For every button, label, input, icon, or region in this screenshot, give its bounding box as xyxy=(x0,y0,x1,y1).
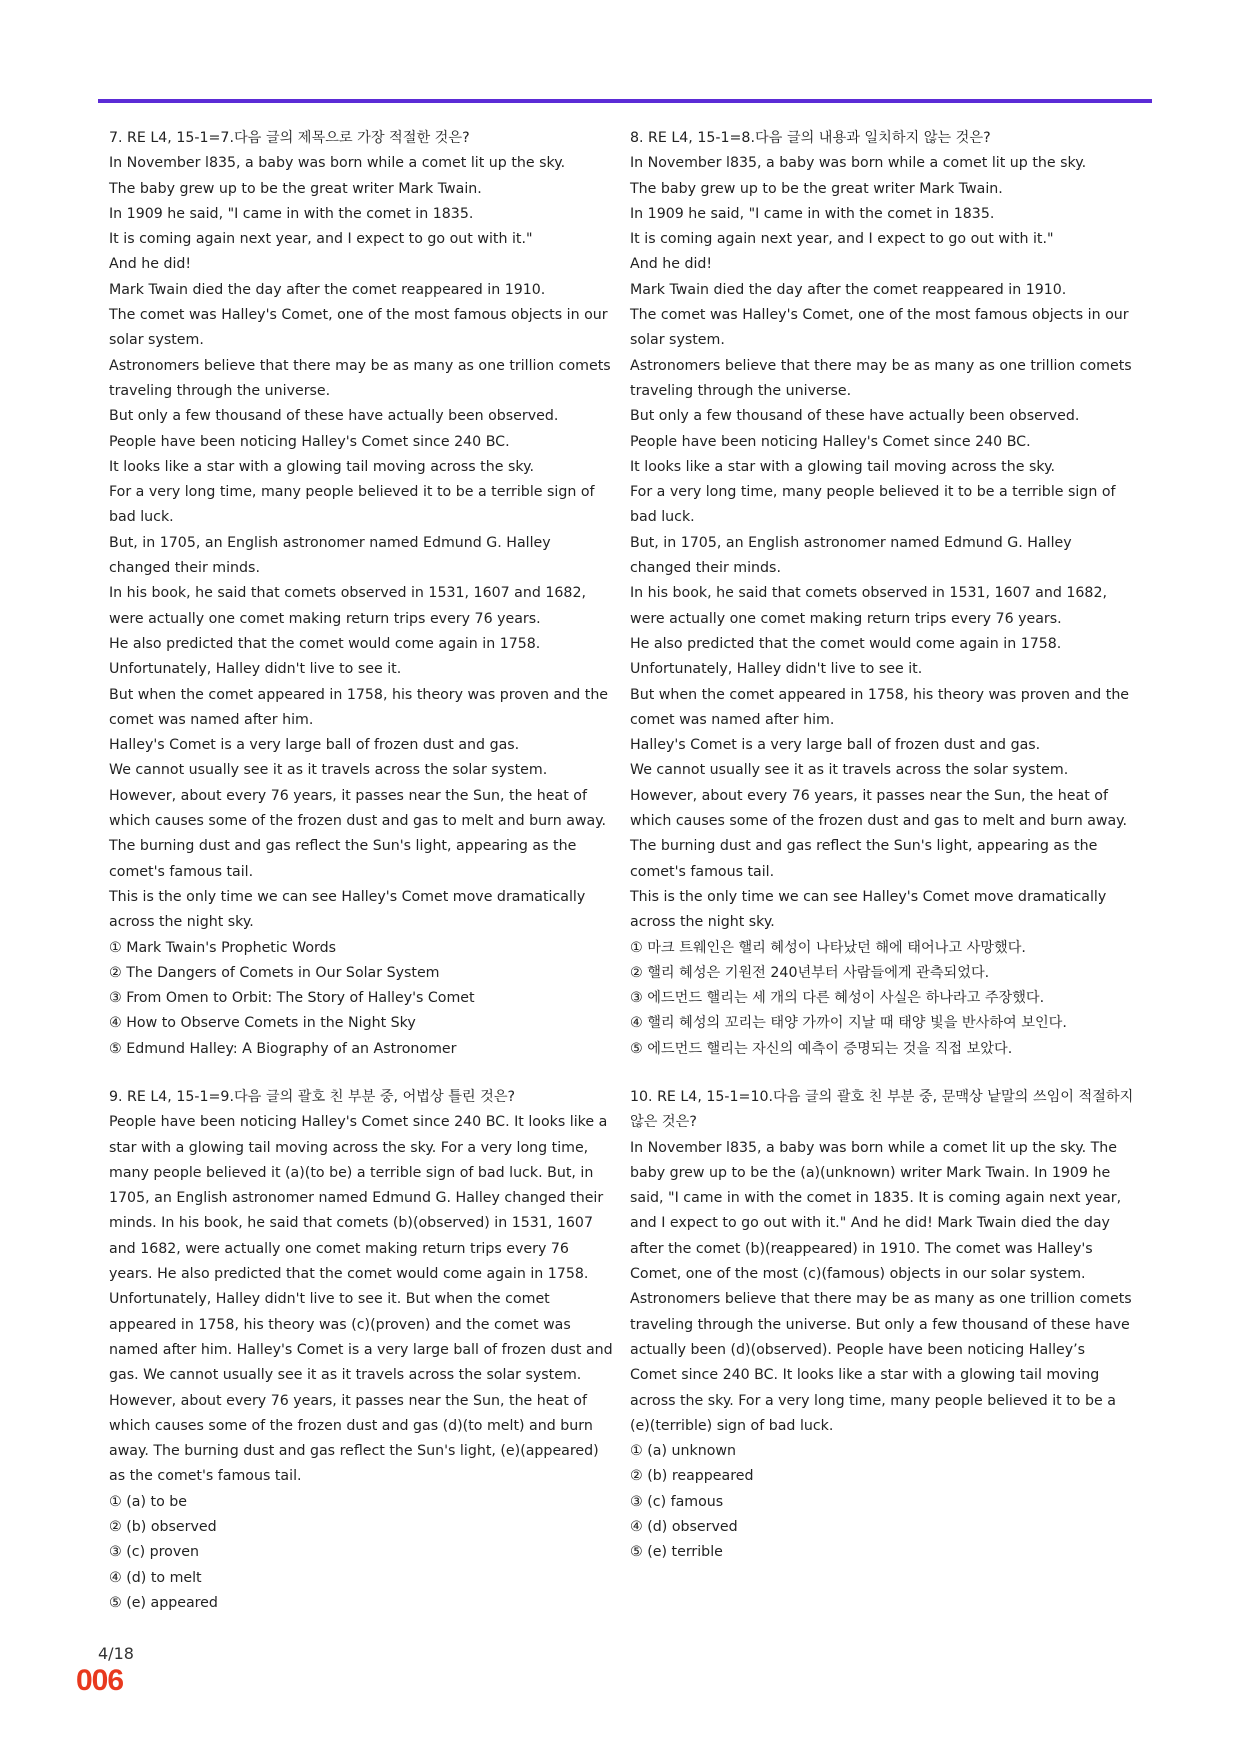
answer-option: ④ 핼리 혜성의 꼬리는 태양 가까이 지날 때 태양 빛을 반사하여 보인다. xyxy=(630,1015,1067,1032)
passage-line: People have been noticing Halley's Comet since 240 BC. xyxy=(109,433,510,450)
passage-line: But, in 1705, an English astronomer named Edmund G. Halley changed their minds. xyxy=(630,534,1072,577)
passage-line: It looks like a star with a glowing tail moving across the sky. xyxy=(630,458,1055,475)
question-7 xyxy=(109,126,614,1062)
answer-option: ⑤ (e) appeared xyxy=(109,1594,218,1611)
passage-line: In November l835, a baby was born while a comet lit up the sky. xyxy=(630,155,1087,172)
passage-line: In 1909 he said, "I came in with the comet in 1835. xyxy=(630,205,995,222)
answer-options xyxy=(109,1490,614,1616)
passage-line: The burning dust and gas reflect the Sun's light, appearing as the comet's famous tail. xyxy=(630,838,1098,880)
passage-line: It is coming again next year, and I expect to go out with it." xyxy=(630,231,1054,248)
passage-line: But, in 1705, an English astronomer named Edmund G. Halley changed their minds. xyxy=(109,534,551,577)
question-title: 8. RE L4, 15-1=8.다음 글의 내용과 일치하지 않는 것은? xyxy=(630,130,991,146)
passage-line: Unfortunately, Halley didn't live to see it. xyxy=(109,661,402,678)
answer-option: ⑤ 에드먼드 핼리는 자신의 예측이 증명되는 것을 직접 보았다. xyxy=(630,1040,1013,1057)
answer-option: ② 핼리 혜성은 기원전 240년부터 사람들에게 관측되었다. xyxy=(630,964,990,981)
passage-line: The comet was Halley's Comet, one of the most famous objects in our solar system. xyxy=(630,307,1129,349)
top-rule xyxy=(98,99,1152,103)
answer-option: ③ 에드먼드 핼리는 세 개의 다른 혜성이 사실은 하나라고 주장했다. xyxy=(630,990,1045,1007)
passage-line: The comet was Halley's Comet, one of the most famous objects in our solar system. xyxy=(109,307,608,349)
passage-line: It is coming again next year, and I expect to go out with it." xyxy=(109,231,533,248)
passage-line: We cannot usually see it as it travels across the solar system. xyxy=(109,762,548,779)
passage-line: In 1909 he said, "I came in with the comet in 1835. xyxy=(109,205,474,222)
answer-option: ① Mark Twain's Prophetic Words xyxy=(109,939,336,956)
passage-lines xyxy=(109,151,614,935)
passage-line: The baby grew up to be the great writer Mark Twain. xyxy=(630,180,1003,197)
answer-option: ⑤ Edmund Halley: A Biography of an Astronomer xyxy=(109,1040,457,1057)
passage-lines xyxy=(630,151,1135,935)
passage-line: However, about every 76 years, it passes near the Sun, the heat of which causes some of the frozen dust and gas to melt and burn away. xyxy=(630,787,1128,830)
passage-line: In his book, he said that comets observed in 1531, 1607 and 1682, were actually one comet making return trips every 76 years. xyxy=(109,585,586,627)
passage-line: It looks like a star with a glowing tail moving across the sky. xyxy=(109,458,534,475)
question-9 xyxy=(109,1085,614,1616)
answer-options xyxy=(630,936,1135,1062)
answer-option: ④ (d) to melt xyxy=(109,1569,202,1586)
page-number: 4/18 xyxy=(98,1644,134,1663)
answer-option: ③ (c) proven xyxy=(109,1544,199,1561)
passage-line: But only a few thousand of these have actually been observed. xyxy=(109,408,559,425)
answer-options xyxy=(109,936,614,1062)
answer-option: ② (b) reappeared xyxy=(630,1468,754,1485)
passage: In November l835, a baby was born while a comet lit up the sky. The baby grew up to be the (a)(unknown) writer Mark Twain. In 1909 he said, "I came in with the comet in 1835. It is coming again next year, and I expect to go out with it." And he did! Mark Twain died the day after the comet (b)(reappeared) in 1910. The comet was Halley's Comet, one of the most (c)(famous) objects in our solar system. Astronomers believe that there may be as many as one trillion comets traveling through the universe. But only a few thousand of these have actually been (d)(observed). People have been noticing Halley’s Comet since 240 BC. It looks like a star with a glowing tail moving across the sky. For a very long time, many people believed it to be a (e)(terrible) sign of bad luck. xyxy=(630,1139,1132,1434)
passage-line: However, about every 76 years, it passes near the Sun, the heat of which causes some of the frozen dust and gas to melt and burn away. xyxy=(109,787,607,830)
passage-line: Unfortunately, Halley didn't live to see it. xyxy=(630,661,923,678)
passage-line: Halley's Comet is a very large ball of frozen dust and gas. xyxy=(109,737,520,754)
passage-line: People have been noticing Halley's Comet since 240 BC. xyxy=(630,433,1031,450)
passage-line: The burning dust and gas reflect the Sun's light, appearing as the comet's famous tail. xyxy=(109,838,577,880)
passage-line: In November l835, a baby was born while a comet lit up the sky. xyxy=(109,155,566,172)
question-8 xyxy=(630,126,1135,1062)
passage-line: But when the comet appeared in 1758, his theory was proven and the comet was named after him. xyxy=(630,686,1130,728)
question-10 xyxy=(630,1085,1135,1566)
answer-option: ② (b) observed xyxy=(109,1519,217,1536)
passage-line: For a very long time, many people believed it to be a terrible sign of bad luck. xyxy=(630,484,1116,526)
question-title: 9. RE L4, 15-1=9.다음 글의 괄호 친 부분 중, 어법상 틀린 것은? xyxy=(109,1089,516,1105)
passage-line: For a very long time, many people believed it to be a terrible sign of bad luck. xyxy=(109,484,595,526)
answer-option: ③ From Omen to Orbit: The Story of Halley's Comet xyxy=(109,990,475,1007)
answer-options xyxy=(630,1439,1135,1565)
passage-line: Astronomers believe that there may be as many as one trillion comets traveling through the universe. xyxy=(109,357,611,399)
answer-option: ④ (d) observed xyxy=(630,1519,738,1536)
passage-line: The baby grew up to be the great writer Mark Twain. xyxy=(109,180,482,197)
answer-option: ⑤ (e) terrible xyxy=(630,1544,723,1561)
passage-line: Mark Twain died the day after the comet reappeared in 1910. xyxy=(630,281,1067,298)
passage-line: But only a few thousand of these have actually been observed. xyxy=(630,408,1080,425)
publisher-logo: 006 xyxy=(76,1664,124,1697)
answer-option: ③ (c) famous xyxy=(630,1493,724,1510)
passage-line: Astronomers believe that there may be as many as one trillion comets traveling through the universe. xyxy=(630,357,1132,399)
question-title: 10. RE L4, 15-1=10.다음 글의 괄호 친 부분 중, 문맥상 낱말의 쓰임이 적절하지 않은 것은? xyxy=(630,1089,1134,1131)
answer-option: ① (a) unknown xyxy=(630,1443,736,1460)
question-title: 7. RE L4, 15-1=7.다음 글의 제목으로 가장 적절한 것은? xyxy=(109,130,470,146)
passage-line: He also predicted that the comet would come again in 1758. xyxy=(630,635,1062,652)
answer-option: ① (a) to be xyxy=(109,1493,187,1510)
passage-line: This is the only time we can see Halley's Comet move dramatically across the night sky. xyxy=(109,888,586,931)
answer-option: ④ How to Observe Comets in the Night Sky xyxy=(109,1015,416,1032)
passage: People have been noticing Halley's Comet since 240 BC. It looks like a star with a glowing tail moving across the sky. For a very long time, many people believed it (a)(to be) a terrible sign of bad luck. But, in 1705, an English astronomer named Edmund G. Halley changed their minds. In his book, he said that comets (b)(observed) in 1531, 1607 and 1682, were actually one comet making return trips every 76 years. He also predicted that the comet would come again in 1758. Unfortunately, Halley didn't live to see it. But when the comet appeared in 1758, his theory was (c)(proven) and the comet was named after him. Halley's Comet is a very large ball of frozen dust and gas. We cannot usually see it as it travels across the solar system. However, about every 76 years, it passes near the Sun, the heat of which causes some of the frozen dust and gas (d)(to melt) and burn away. The burning dust and gas reflect the Sun's light, (e)(appeared) as the comet's famous tail. xyxy=(109,1114,613,1485)
passage-line: Halley's Comet is a very large ball of frozen dust and gas. xyxy=(630,737,1041,754)
passage-line: He also predicted that the comet would come again in 1758. xyxy=(109,635,541,652)
passage-line: This is the only time we can see Halley's Comet move dramatically across the night sky. xyxy=(630,888,1107,931)
passage-line: We cannot usually see it as it travels across the solar system. xyxy=(630,762,1069,779)
passage-line: But when the comet appeared in 1758, his theory was proven and the comet was named after him. xyxy=(109,686,609,728)
passage-line: In his book, he said that comets observed in 1531, 1607 and 1682, were actually one comet making return trips every 76 years. xyxy=(630,585,1107,627)
answer-option: ① 마크 트웨인은 핼리 혜성이 나타났던 해에 태어나고 사망했다. xyxy=(630,939,1026,956)
passage-line: And he did! xyxy=(630,256,713,273)
answer-option: ② The Dangers of Comets in Our Solar System xyxy=(109,964,440,981)
passage-line: And he did! xyxy=(109,256,192,273)
passage-line: Mark Twain died the day after the comet reappeared in 1910. xyxy=(109,281,546,298)
